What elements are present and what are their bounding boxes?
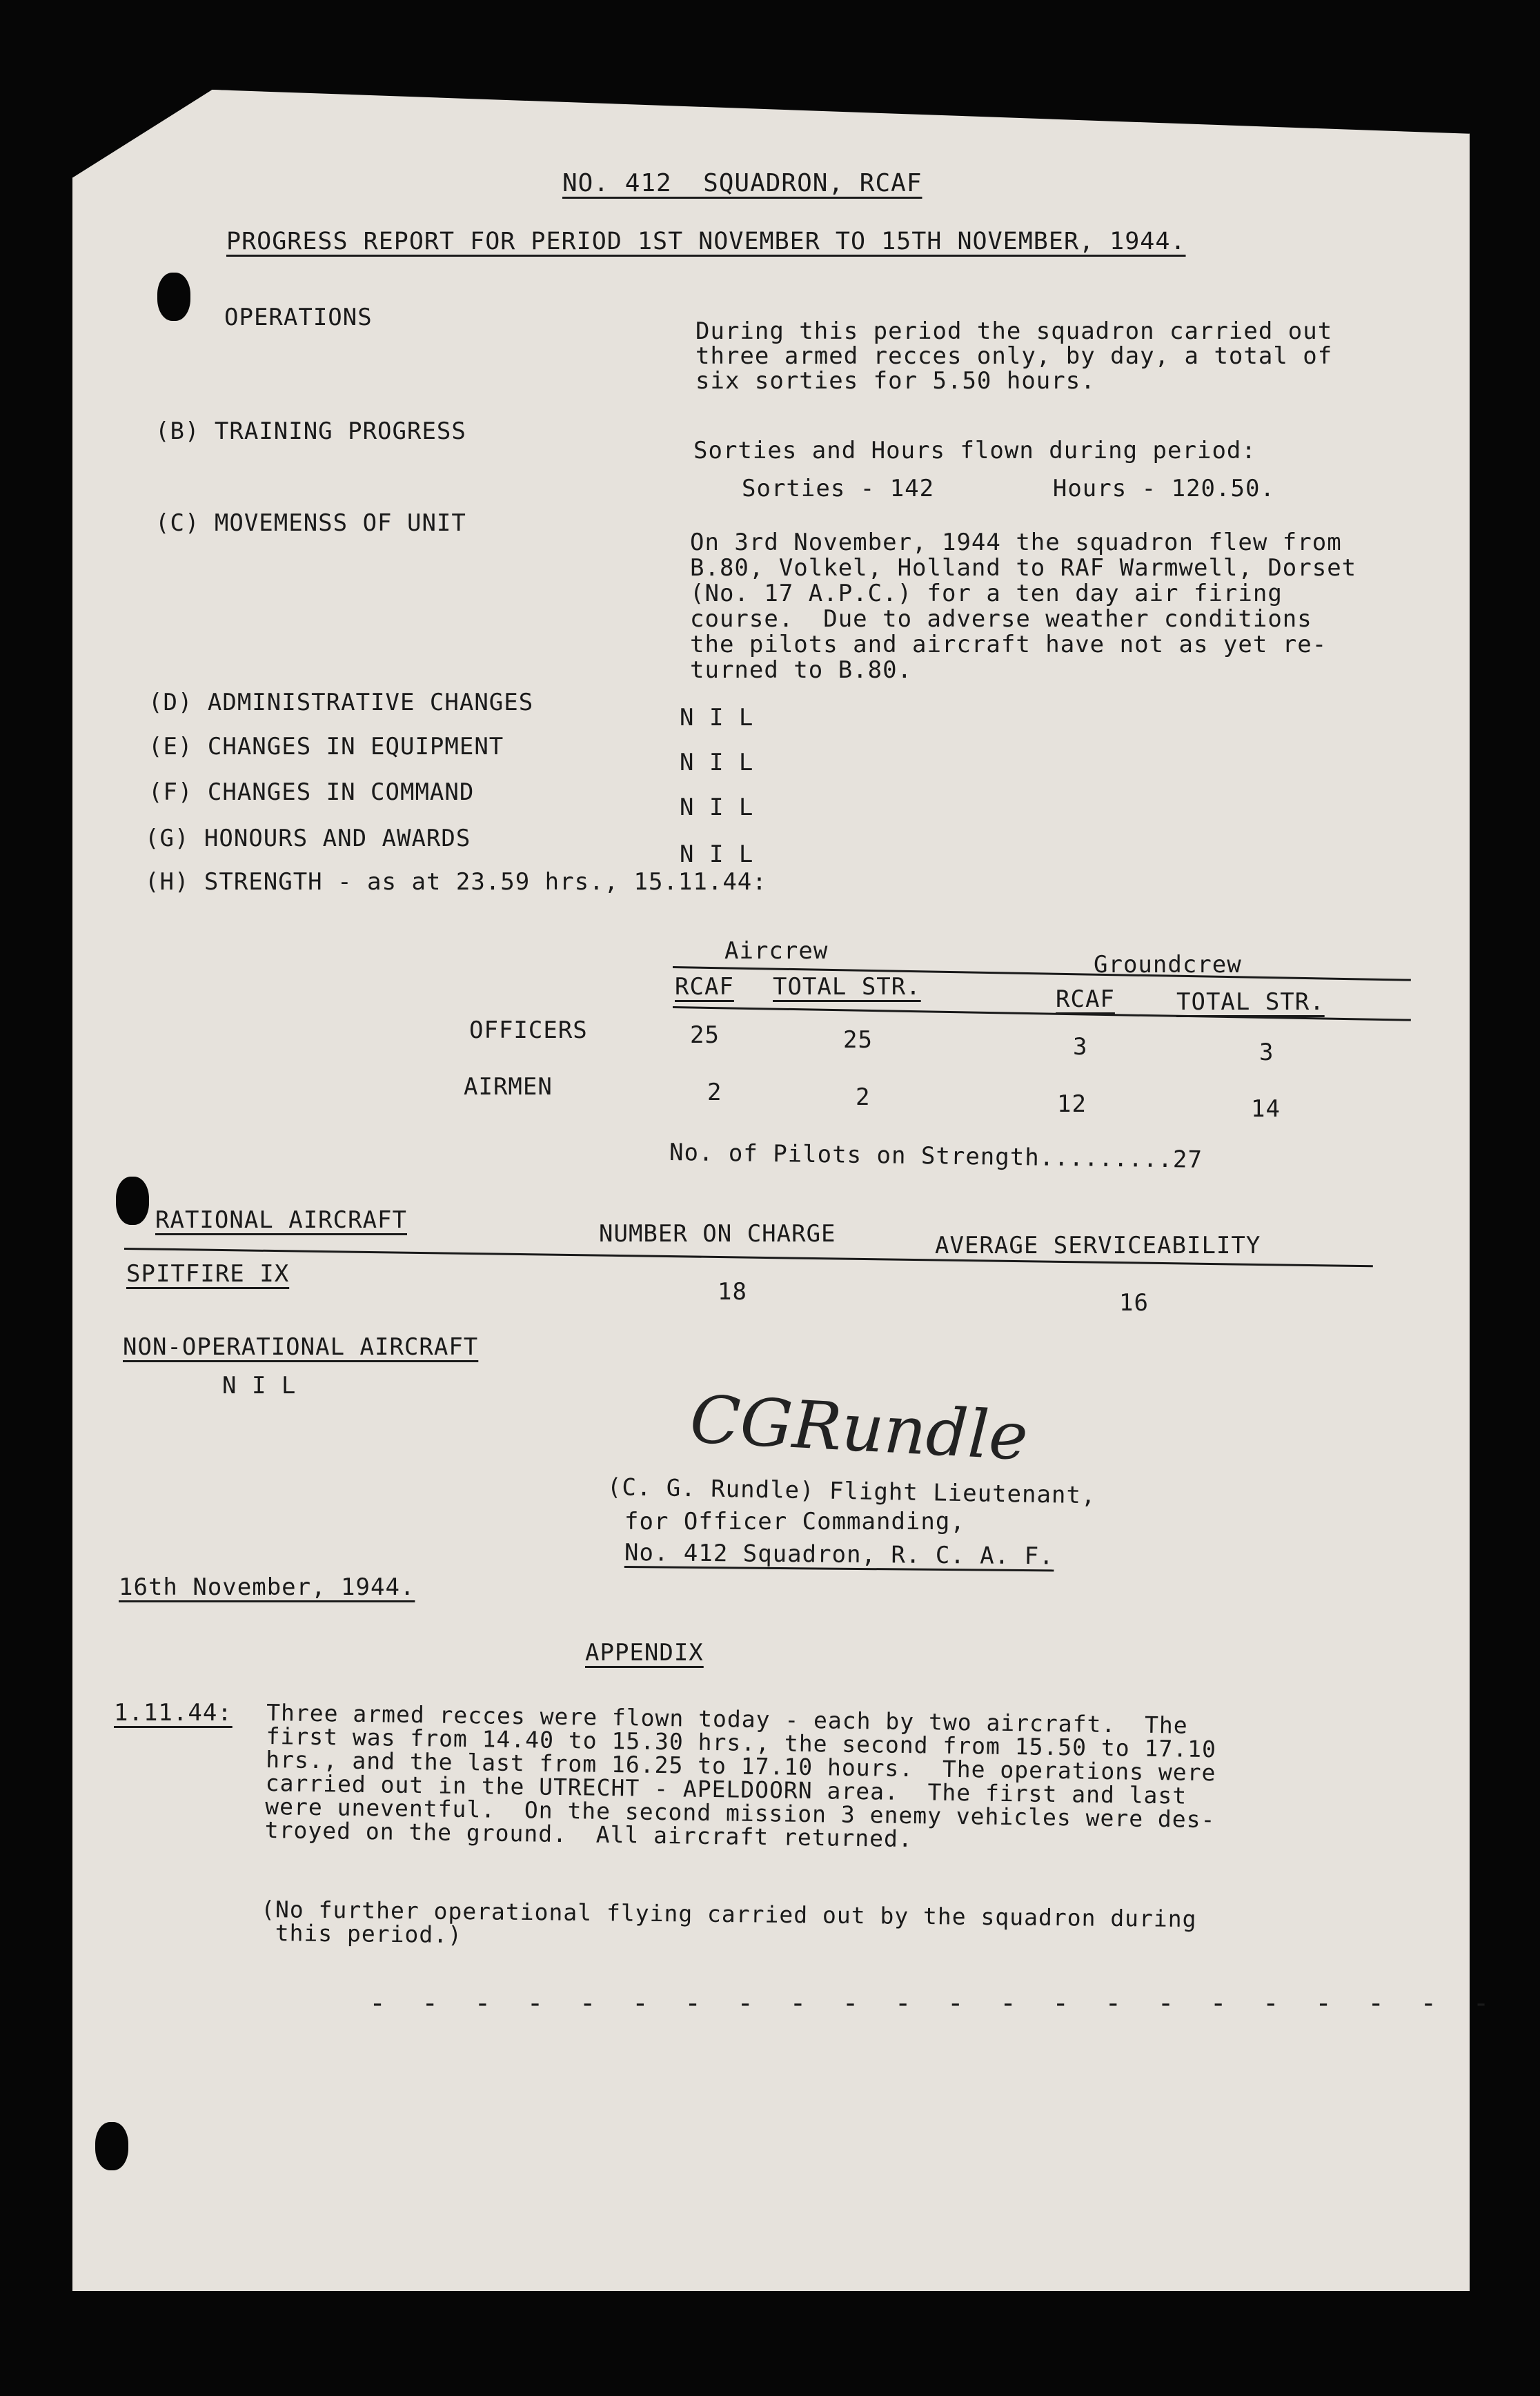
non-operational-aircraft-label: NON-OPERATIONAL AIRCRAFT — [123, 1333, 479, 1361]
signature: CGRundle — [688, 1382, 1030, 1475]
officers-aircrew-rcaf: 25 — [690, 1021, 720, 1049]
section-h-label: (H) STRENGTH - as at 23.59 hrs., 15.11.44: — [145, 868, 767, 896]
signatory-role: for Officer Commanding, — [624, 1508, 965, 1535]
groundcrew-rcaf-header: RCAF — [1056, 985, 1115, 1013]
divider-line: - - - - - - - - - - - - - - - - - - - - - - — [369, 1987, 1499, 2019]
section-e-label: (E) CHANGES IN EQUIPMENT — [148, 733, 504, 760]
appendix-text: Three armed recces were flown today - each by two aircraft. The first was from 14.40 to 15.30 hrs., the second from 15.50 to 17.10 hrs., and the last from 16.25 to 17.10 hours. The operations were carried out in the UTRECHT - APELDOORN area. The first and last were uneventful. On the second mission 3 enemy vehicles were des- troyed on the ground. All aircraft returned. — [264, 1699, 1217, 1853]
signatory-name: (C. G. Rundle) Flight Lieutenant, — [606, 1473, 1096, 1510]
airmen-aircrew-total: 2 — [856, 1083, 871, 1111]
number-on-charge-label: NUMBER ON CHARGE — [599, 1220, 836, 1248]
punch-hole — [95, 2122, 128, 2170]
groundcrew-header: Groundcrew — [1094, 951, 1242, 979]
section-b-text-2: Sorties - 142 Hours - 120.50. — [742, 475, 1275, 502]
airmen-aircrew-rcaf: 2 — [707, 1079, 722, 1106]
section-b-label: (B) TRAINING PROGRESS — [155, 418, 466, 445]
airmen-groundcrew-rcaf: 12 — [1057, 1090, 1087, 1118]
section-c-label: (C) MOVEMENSS OF UNIT — [155, 509, 466, 537]
document-title: NO. 412 SQUADRON, RCAF — [562, 169, 922, 197]
average-serviceability-value: 16 — [1119, 1289, 1149, 1317]
operational-aircraft-label: RATIONAL AIRCRAFT — [155, 1206, 407, 1234]
appendix-date: 1.11.44: — [114, 1699, 233, 1727]
punch-hole — [116, 1177, 149, 1225]
section-e-value: N I L — [680, 749, 754, 776]
section-g-value: N I L — [680, 841, 754, 868]
section-c-text: On 3rd November, 1944 the squadron flew from B.80, Volkel, Holland to RAF Warmwell, Dorset (No. 17 A.P.C.) for a ten day air firing course. Due to adverse weather conditions the pilots and aircraft have not as yet re- turned to B.80. — [690, 529, 1357, 684]
section-f-value: N I L — [680, 794, 754, 821]
signatory-unit: No. 412 Squadron, R. C. A. F. — [624, 1539, 1054, 1571]
number-on-charge-value: 18 — [718, 1278, 747, 1306]
report-date: 16th November, 1944. — [119, 1573, 415, 1601]
section-a-label: OPERATIONS — [224, 304, 373, 331]
section-g-label: (G) HONOURS AND AWARDS — [145, 825, 471, 852]
officers-groundcrew-rcaf: 3 — [1073, 1033, 1088, 1061]
section-b-text-1: Sorties and Hours flown during period: — [693, 437, 1256, 464]
groundcrew-total-header: TOTAL STR. — [1176, 988, 1325, 1016]
aircrew-total-header: TOTAL STR. — [773, 973, 921, 1001]
average-serviceability-label: AVERAGE SERVICEABILITY — [935, 1232, 1261, 1259]
aircrew-rcaf-header: RCAF — [675, 973, 734, 1001]
aircraft-type: SPITFIRE IX — [126, 1260, 290, 1288]
pilots-on-strength: No. of Pilots on Strength.........27 — [669, 1139, 1203, 1174]
airmen-label: AIRMEN — [464, 1073, 553, 1101]
aircrew-header: Aircrew — [724, 937, 829, 965]
officers-aircrew-total: 25 — [843, 1026, 873, 1054]
punch-hole — [157, 273, 190, 321]
section-d-value: N I L — [680, 704, 754, 731]
section-d-label: (D) ADMINISTRATIVE CHANGES — [148, 689, 534, 716]
section-f-label: (F) CHANGES IN COMMAND — [148, 778, 475, 806]
officers-label: OFFICERS — [469, 1017, 588, 1044]
appendix-note: (No further operational flying carried out by the squadron during this period.) — [260, 1896, 1197, 1949]
non-operational-aircraft-value: N I L — [222, 1372, 297, 1400]
report-subtitle: PROGRESS REPORT FOR PERIOD 1ST NOVEMBER TO 15TH NOVEMBER, 1944. — [226, 228, 1186, 255]
section-a-text: During this period the squadron carried out three armed recces only, by day, a total of six sorties for 5.50 hours. — [695, 317, 1333, 395]
appendix-title: APPENDIX — [585, 1639, 704, 1667]
officers-groundcrew-total: 3 — [1259, 1039, 1274, 1066]
airmen-groundcrew-total: 14 — [1251, 1095, 1281, 1123]
